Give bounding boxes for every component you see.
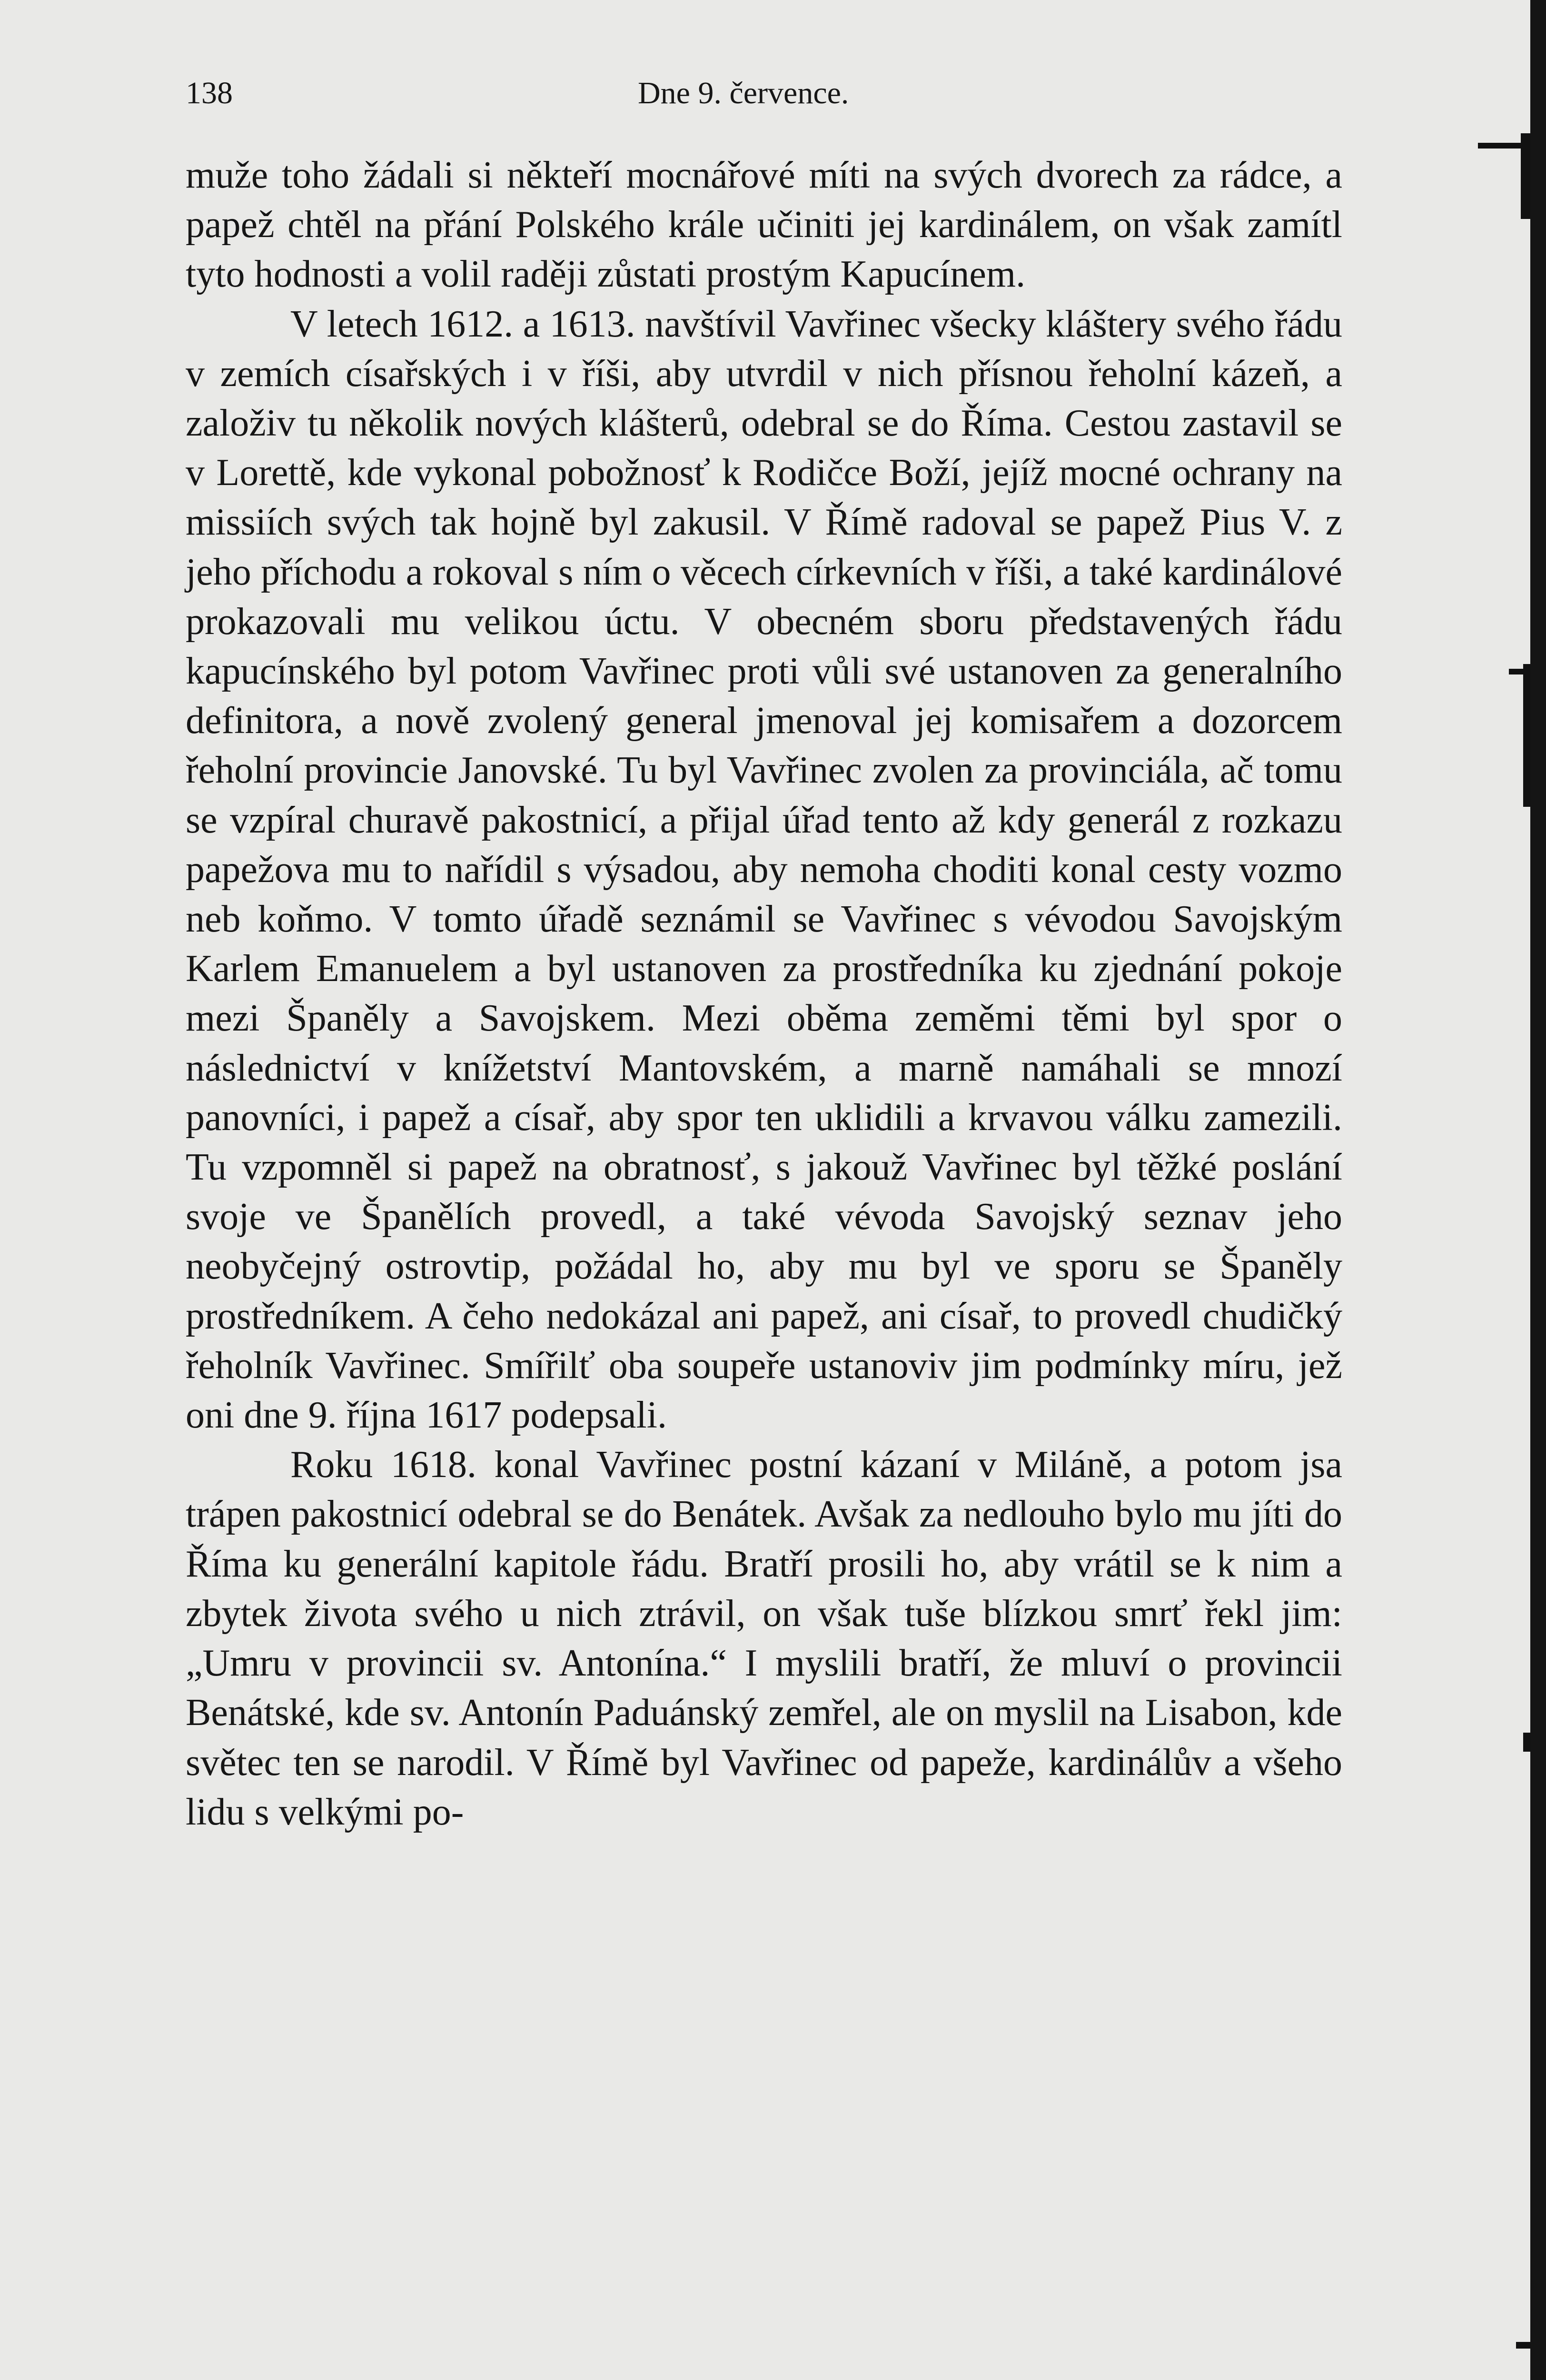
page-header (186, 75, 1338, 128)
binding-mark (1516, 2342, 1530, 2349)
paragraph-continuation: muže toho žádali si někteří mocnářové míti na svých dvorech za rádce, a papež chtěl na přání Polského krále učiniti jej kardinálem, on však zamítl tyto hodnosti a volil raději zůstati prostým Kapucínem. (186, 154, 1342, 296)
paragraph: V letech 1612. a 1613. navštívil Vavřinec všecky kláštery svého řádu v zemích císařských i v říši, aby utvrdil v nich přísnou řeholní kázeň, a založiv tu několik nových klášterů, odebral se do Říma. Cestou zastavil se v Lorettě, kde vykonal pobožnosť k Rodičce Boží, jejíž mocné ochrany na missiích svých tak hojně byl zakusil. V Římě radoval se papež Pius V. z jeho příchodu a rokoval s ním o věcech církevních v říši, a také kardinálové prokazovali mu velikou úctu. V obecném sboru představených řádu kapucínského byl potom Vavřinec proti vůli své ustanoven za generalního definitora, a nově zvolený general jmenoval jej komisařem a dozorcem řeholní provincie Janovské. Tu byl Vavřinec zvolen za provinciála, ač tomu se vzpíral churavě pakostnicí, a přijal úřad tento až kdy generál z rozkazu papežova mu to nařídil s výsadou, aby nemoha choditi konal cesty vozmo neb koňmo. V tomto úřadě seznámil se Vavřinec s vévodou Savojským Karlem Emanuelem a byl ustanoven za prostředníka ku zjednání pokoje mezi Španěly a Savojskem. Mezi oběma zeměmi těmi byl spor o následnictví v knížetství Mantovském, a marně namáhali se mnozí panovníci, i papež a císař, aby spor ten uklidili a krvavou válku zamezili. Tu vzpomněl si papež na obratnosť, s jakouž Vavřinec byl těžké poslání svoje ve Španělích provedl, a také vévoda Savojský seznav jeho neobyčejný ostrovtip, požádal ho, aby mu byl ve sporu se Španěly prostředníkem. A čeho nedokázal ani papež, ani císař, to provedl chudičký řeholník Vavřinec. Smířilť oba soupeře ustanoviv jim podmínky míru, jež oni dne 9. října 1617 podepsali. (186, 303, 1342, 1437)
binding-mark (1523, 1733, 1530, 1752)
binding-mark (1521, 133, 1530, 219)
paragraph: Roku 1618. konal Vavřinec postní kázaní v Miláně, a potom jsa trápen pakostnicí odebral se do Benátek. Avšak za nedlouho bylo mu jíti do Říma ku generální kapitole řádu. Bratří prosili ho, aby vrátil se k nim a zbytek života svého u nich ztrávil, on však tuše blízkou smrť řekl jim: „Umru v provincii sv. Antonína.“ I myslili bratří, že mluví o provincii Benátské, kde sv. Antonín Paduánský zemřel, ale on myslil na Lisabon, kde světec ten se narodil. V Římě byl Vavřinec od papeže, kardinálův a všeho lidu s velkými po- (186, 1444, 1342, 1833)
binding-mark (1523, 664, 1530, 807)
scan-edge (1530, 0, 1546, 2380)
page-number: 138 (186, 76, 233, 110)
running-title: Dne 9. července. (638, 76, 849, 110)
body-text (186, 150, 1342, 1837)
